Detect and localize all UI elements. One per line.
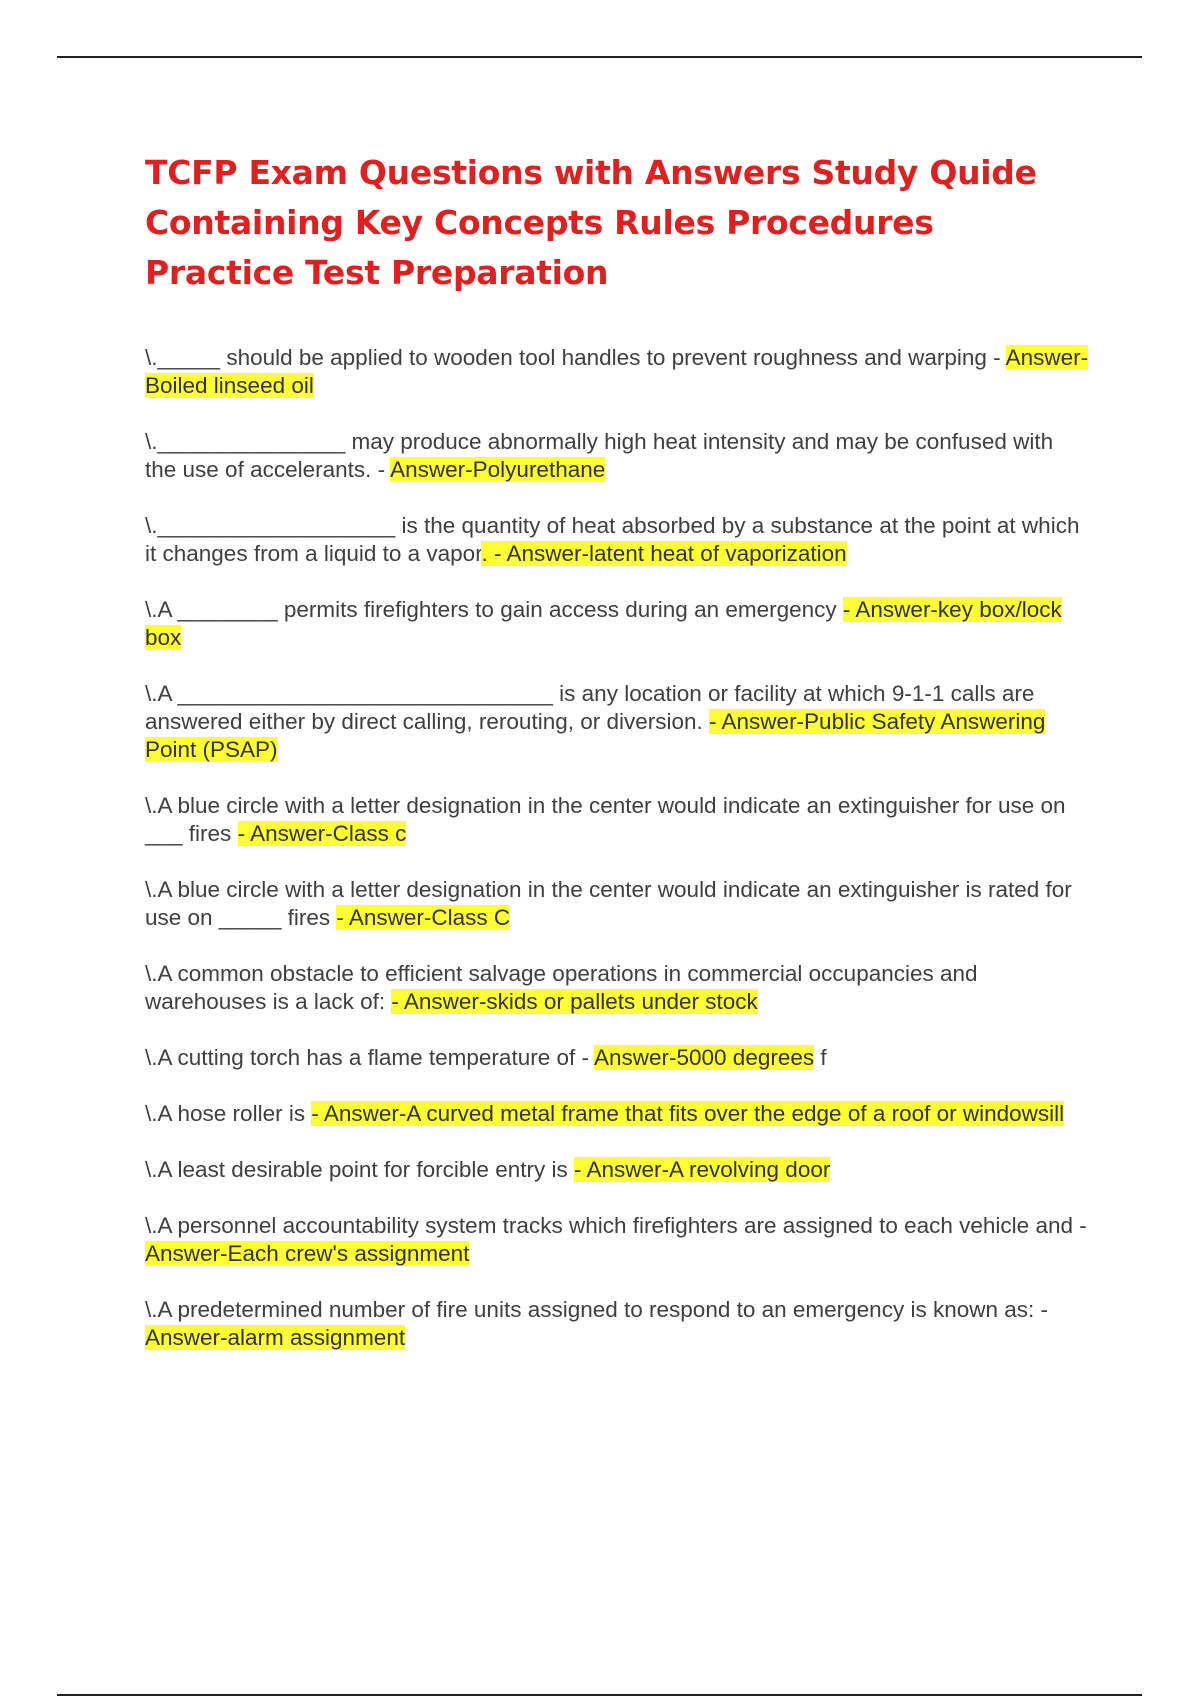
question-text: \.A ________ permits firefighters to gain access during an emergency <box>145 597 843 622</box>
answer-highlight: Answer-Polyurethane <box>390 457 606 482</box>
qa-item <box>145 1100 1090 1128</box>
question-text: \.A hose roller is <box>145 1101 312 1126</box>
qa-item <box>145 428 1090 484</box>
answer-highlight: - Answer-A revolving door <box>573 1157 831 1182</box>
question-text: \.A blue circle with a letter designation in the center would indicate an extinguisher for use on ___ fires <box>145 793 1066 846</box>
qa-item <box>145 876 1090 932</box>
document-title: TCFP Exam Questions with Answers Study Quide Containing Key Concepts Rules Procedures Practice Test Preparation <box>145 153 1037 292</box>
answer-tail: f <box>814 1045 827 1070</box>
document-body <box>145 148 1090 1380</box>
question-text: \.A ______________________________ is any location or facility at which 9-1-1 calls are answered either by direct calling, rerouting, or diversion. <box>145 681 1035 734</box>
answer-highlight: - Answer-Class c <box>237 821 407 846</box>
question-text: \.A least desirable point for forcible entry is <box>145 1157 574 1182</box>
question-text: \.A cutting torch has a flame temperature of - <box>145 1045 594 1070</box>
qa-item <box>145 1212 1090 1268</box>
answer-highlight: Answer-5000 degrees <box>593 1045 815 1070</box>
bottom-divider <box>57 1694 1142 1696</box>
question-text: \.___________________ is the quantity of heat absorbed by a substance at the point at which it changes from a liquid to a vapor <box>145 513 1080 566</box>
answer-highlight: - Answer-Class C <box>336 905 511 930</box>
qa-item <box>145 512 1090 568</box>
top-divider <box>57 56 1142 58</box>
qa-item <box>145 680 1090 764</box>
qa-item <box>145 960 1090 1016</box>
qa-item <box>145 344 1090 400</box>
answer-highlight: - Answer-skids or pallets under stock <box>391 989 758 1014</box>
question-text: \.A blue circle with a letter designation in the center would indicate an extinguisher is rated for use on _____ fires <box>145 877 1072 930</box>
answer-highlight: Answer-Boiled linseed oil <box>145 345 1089 398</box>
answer-highlight: - Answer-Public Safety Answering Point (PSAP) <box>145 709 1046 762</box>
answer-highlight: - Answer-A curved metal frame that fits over the edge of a roof or windowsill <box>311 1101 1065 1126</box>
qa-item <box>145 1044 1090 1072</box>
qa-item <box>145 792 1090 848</box>
qa-item <box>145 596 1090 652</box>
qa-item <box>145 1296 1090 1352</box>
question-text: \.A personnel accountability system tracks which firefighters are assigned to each vehicle and - <box>145 1213 1087 1238</box>
answer-highlight: - Answer-key box/lock box <box>145 597 1062 650</box>
answer-highlight: . - Answer-latent heat of vaporization <box>481 541 847 566</box>
question-text: \.A predetermined number of fire units assigned to respond to an emergency is known as: - <box>145 1297 1048 1322</box>
answer-highlight: Answer-Each crew's assignment <box>145 1241 470 1266</box>
question-text: \._____ should be applied to wooden tool handles to prevent roughness and warping - <box>145 345 1006 370</box>
answer-highlight: Answer-alarm assignment <box>145 1325 406 1350</box>
qa-item <box>145 1156 1090 1184</box>
question-text: \._______________ may produce abnormally high heat intensity and may be confused with the use of accelerants. - <box>145 429 1054 482</box>
question-text: \.A common obstacle to efficient salvage operations in commercial occupancies and warehouses is a lack of: <box>145 961 978 1014</box>
